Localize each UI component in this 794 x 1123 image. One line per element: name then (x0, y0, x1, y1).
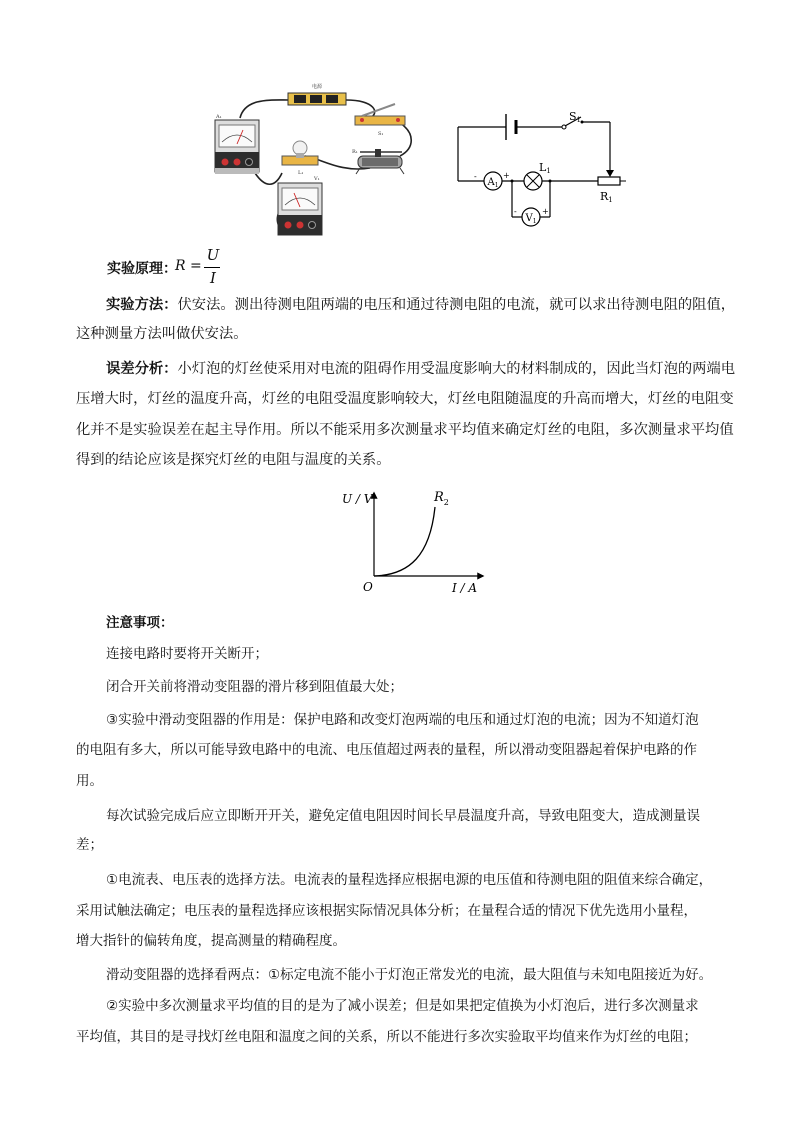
error-line-4: 得到的结论应该是探究灯丝的电阻与温度的关系。 (76, 452, 391, 468)
ammeter-sub: 1 (494, 182, 499, 189)
formula-numerator: U (206, 246, 220, 264)
svg-text:L1 (539, 161, 551, 175)
ammeter-photo-label: A₁ (216, 114, 222, 120)
rheostat-photo-label: R₁ (352, 149, 358, 155)
battery-label: 电源 (311, 84, 323, 90)
principle-formula-lhs: R = (175, 258, 202, 274)
switch-photo-label: S₁ (378, 131, 384, 137)
rheostat-symbol (598, 170, 626, 204)
switch-symbol (562, 110, 584, 129)
note-5-line-1: ①电流表、电压表的选择方法。电流表的量程选择应根据电源的电压值和待测电阻的阻值来综合确定， (106, 872, 713, 888)
note-7-line-2: 平均值，其目的是寻找灯丝电阻和温度之间的关系，所以不能进行多次实验取平均值来作为灯丝的电阻； (76, 1029, 697, 1045)
switch-icon (355, 104, 405, 137)
switch-label: S (569, 110, 577, 123)
lamp-sub: 1 (546, 167, 551, 175)
note-3-line-3: 用。 (76, 773, 103, 789)
error-analysis-section (76, 358, 736, 478)
method-section (76, 294, 736, 344)
notes-title: 注意事项： (106, 615, 174, 631)
x-axis-label: I / A (452, 581, 478, 595)
notes-section (76, 611, 736, 1061)
note-4-line-1: 每次试验完成后应立即断开开关，避免定值电阻因时间长早晨温度升高，导致电阻变大，造成测量误 (106, 808, 700, 824)
circuit-schematic (450, 100, 635, 235)
note-5-line-2: 采用试触法确定；电压表的量程选择应该根据实际情况具体分析；在量程合适的情况下优先选用小量程， (76, 903, 697, 919)
svg-text:R2 (433, 490, 449, 507)
voltmeter-photo-label: V₁ (314, 176, 320, 182)
note-3-line-2: 的电阻有多大，所以可能导致电路中的电流、电压值超过两表的量程，所以滑动变阻器起着保护电路的作 (76, 742, 697, 758)
error-line-1: 小灯泡的灯丝使采用对电流的阻碍作用受温度影响大的材料制成的，因此当灯泡的两端电 (177, 361, 736, 377)
apparatus-illustration (210, 78, 425, 240)
method-label: 实验方法： (106, 297, 178, 313)
method-line-1: 伏安法。测出待测电阻两端的电压和通过待测电阻的电流，就可以求出待测电阻的阻值， (177, 297, 736, 313)
ammeter-plus: + (503, 171, 510, 180)
curve-label: R (434, 490, 444, 505)
origin-label: O (363, 580, 373, 594)
note-6: 滑动变阻器的选择看两点：①标定电流不能小于灯泡正常发光的电流，最大阻值与未知电阻接近为好。 (106, 967, 713, 983)
r2-curve (374, 507, 435, 576)
switch-sub: 1 (576, 116, 582, 124)
method-line-2: 这种测量方法叫做伏安法。 (76, 326, 248, 342)
voltmeter-minus: - (514, 207, 517, 216)
lamp-label: L (539, 161, 547, 174)
svg-text:S1 (569, 110, 581, 124)
voltmeter-plus: + (542, 207, 549, 216)
rheostat-photo-icon (352, 149, 404, 174)
error-line-3: 化并不是实验误差在起主导作用。所以不能采用多次测量求平均值来确定灯丝的电阻，多次测量求平均值 (76, 422, 734, 438)
ammeter-label: A (487, 177, 495, 188)
voltmeter-sub: 1 (532, 218, 537, 225)
ammeter-minus: - (474, 172, 477, 181)
note-2: 闭合开关前将滑动变阻器的滑片移到阻值最大处； (106, 679, 403, 695)
rheostat-label: R (600, 190, 609, 203)
ui-graph (335, 485, 495, 597)
bulb-photo-icon (282, 141, 318, 176)
error-line-2: 压增大时，灯丝的温度升高，灯丝的电阻受温度影响较大，灯丝电阻随温度的升高而增大，灯丝的电阻变 (76, 391, 734, 407)
lamp-symbol (511, 161, 552, 190)
note-1: 连接电路时要将开关断开； (106, 646, 268, 662)
ammeter-photo-icon (215, 114, 259, 174)
bulb-photo-label: L₁ (298, 170, 304, 176)
svg-text:R1 (600, 190, 613, 204)
rheostat-sub: 1 (608, 196, 613, 204)
curve-sub: 2 (443, 498, 449, 507)
note-4-line-2: 差； (76, 837, 103, 853)
voltmeter-label: V (525, 213, 533, 224)
y-axis-label: U / V (342, 492, 373, 506)
fraction-bar (204, 267, 220, 268)
principle-section (107, 246, 307, 290)
note-5-line-3: 增大指针的偏转角度，提高测量的精确程度。 (76, 933, 346, 949)
note-3-line-1: ③实验中滑动变阻器的作用是：保护电路和改变灯泡两端的电压和通过灯泡的电流；因为不知道灯泡 (106, 712, 699, 728)
battery-icon (288, 83, 346, 105)
battery-symbol (506, 114, 516, 140)
error-analysis-label: 误差分析： (106, 361, 178, 377)
principle-label: 实验原理： (107, 261, 177, 277)
voltmeter-photo-icon (278, 176, 322, 235)
note-7-line-1: ②实验中多次测量求平均值的目的是为了减小误差；但是如果把定值换为小灯泡后，进行多次测量求 (106, 998, 699, 1014)
formula-denominator: I (210, 269, 216, 287)
